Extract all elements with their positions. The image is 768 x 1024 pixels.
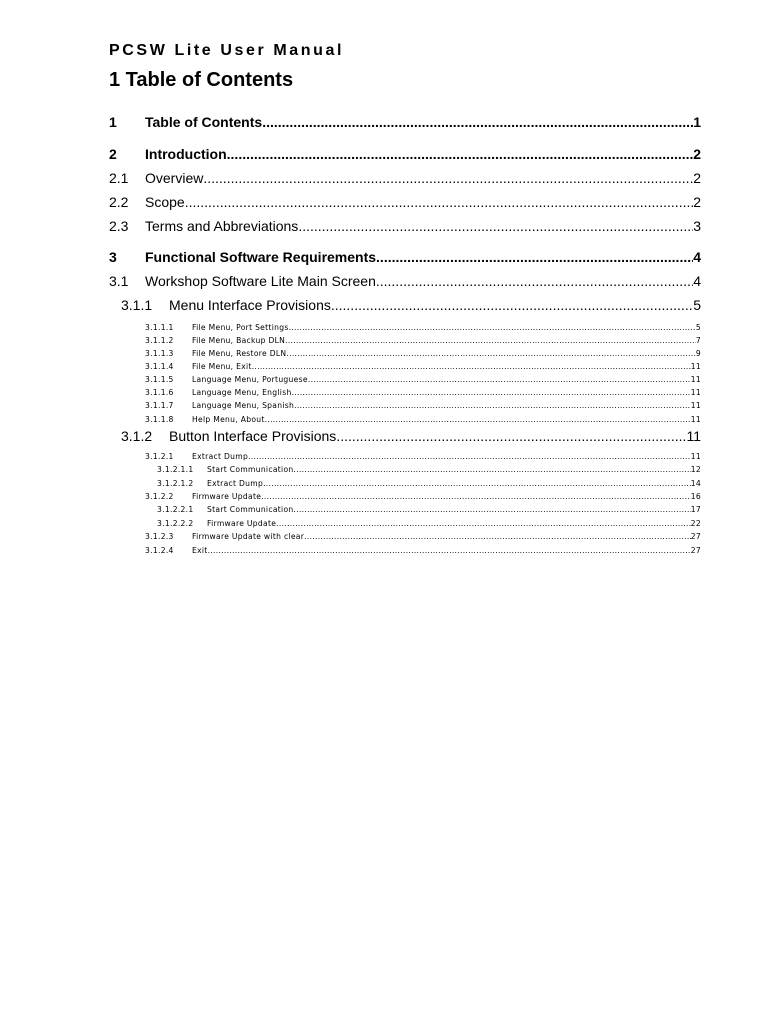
- toc-title: Extract Dump: [207, 479, 264, 488]
- toc-number: 3.1.1.2: [145, 336, 174, 345]
- toc-number: 3.1.1.6: [145, 388, 174, 397]
- toc-entry[interactable]: [145, 532, 701, 544]
- manual-title: PCSW Lite User Manual: [109, 42, 345, 59]
- toc-number: 2.3: [109, 218, 129, 234]
- page-title: 1 Table of Contents: [109, 69, 294, 91]
- toc-number: 3.1: [109, 273, 129, 289]
- toc-leader: [292, 388, 691, 397]
- toc-number: 3: [109, 249, 117, 265]
- toc-title: Language Menu, Spanish: [192, 401, 295, 410]
- toc-entry[interactable]: [157, 505, 701, 517]
- toc-entry[interactable]: [109, 170, 701, 190]
- toc-number: 3.1.2.2.1: [157, 505, 194, 514]
- toc-page: 5: [695, 323, 701, 332]
- toc-number: 3.1.2.4: [145, 546, 174, 555]
- toc-leader: [376, 249, 693, 265]
- toc-entry[interactable]: [109, 273, 701, 293]
- toc-title: File Menu, Restore DLN: [192, 349, 287, 358]
- toc-title: Firmware Update: [192, 492, 262, 501]
- toc-entry[interactable]: [145, 323, 701, 335]
- toc-leader: [285, 336, 696, 345]
- toc-leader: [227, 146, 694, 162]
- toc-leader: [276, 519, 691, 528]
- toc-page: 2: [693, 194, 701, 210]
- toc-title: Help Menu, About: [192, 415, 265, 424]
- toc-title: File Menu, Port Settings: [192, 323, 289, 332]
- toc-number: 2.1: [109, 170, 129, 186]
- toc-leader: [252, 362, 691, 371]
- toc-leader: [304, 532, 691, 541]
- toc-title: File Menu, Backup DLN: [192, 336, 286, 345]
- toc-number: 3.1.1.5: [145, 375, 174, 384]
- toc-page: 11: [686, 428, 701, 444]
- toc-page: 11: [690, 388, 701, 397]
- toc-title: Firmware Update: [207, 519, 277, 528]
- toc-title: Exit: [192, 546, 208, 555]
- toc-number: 3.1.2.1.2: [157, 479, 194, 488]
- toc-page: 16: [690, 492, 701, 501]
- toc-entry[interactable]: [145, 336, 701, 348]
- toc-title: Scope: [145, 194, 185, 210]
- toc-leader: [294, 401, 691, 410]
- toc-title: Language Menu, English: [192, 388, 292, 397]
- toc-leader: [208, 546, 691, 555]
- toc-entry[interactable]: [145, 362, 701, 374]
- toc-entry[interactable]: [157, 479, 701, 491]
- toc-number: 3.1.1.4: [145, 362, 174, 371]
- toc-entry[interactable]: [145, 415, 701, 427]
- toc-page: 11: [690, 362, 701, 371]
- toc-title: Terms and Abbreviations: [145, 218, 299, 234]
- toc-entry[interactable]: [109, 249, 701, 269]
- toc-page: 4: [693, 249, 701, 265]
- toc-title: Extract Dump: [192, 452, 249, 461]
- toc-page: 9: [695, 349, 701, 358]
- toc-page: 12: [690, 465, 701, 474]
- toc-leader: [263, 479, 691, 488]
- toc-leader: [336, 428, 686, 444]
- toc-number: 2: [109, 146, 117, 162]
- toc-entry[interactable]: [109, 194, 701, 214]
- toc-leader: [308, 375, 691, 384]
- toc-number: 3.1.1.8: [145, 415, 174, 424]
- toc-number: 3.1.1.7: [145, 401, 174, 410]
- toc-entry[interactable]: [145, 492, 701, 504]
- toc-entry[interactable]: [157, 519, 701, 531]
- toc-number: 3.1.2.2.2: [157, 519, 194, 528]
- toc-leader: [261, 492, 691, 501]
- toc-entry[interactable]: [121, 297, 701, 317]
- toc-title: Menu Interface Provisions: [169, 297, 331, 313]
- toc-leader: [262, 114, 693, 130]
- toc-entry[interactable]: [157, 465, 701, 477]
- toc-leader: [265, 415, 691, 424]
- toc-leader: [294, 465, 691, 474]
- toc-page: 7: [695, 336, 701, 345]
- toc-page: 22: [690, 519, 701, 528]
- toc-page: 5: [693, 297, 701, 313]
- toc-page: 11: [690, 401, 701, 410]
- toc-number: 1: [109, 114, 117, 130]
- toc-title: Button Interface Provisions: [169, 428, 337, 444]
- toc-page: 27: [690, 532, 701, 541]
- toc-entry[interactable]: [109, 218, 701, 238]
- toc-title: Overview: [145, 170, 204, 186]
- toc-entry[interactable]: [145, 375, 701, 387]
- toc-leader: [294, 505, 691, 514]
- toc-page: 17: [690, 505, 701, 514]
- toc-leader: [331, 297, 693, 313]
- toc-page: 1: [693, 114, 701, 130]
- toc-page: 4: [693, 273, 701, 289]
- toc-number: 3.1.1.1: [145, 323, 174, 332]
- toc-number: 3.1.2.2: [145, 492, 174, 501]
- toc-leader: [376, 273, 693, 289]
- toc-page: 2: [693, 170, 701, 186]
- toc-page: 3: [693, 218, 701, 234]
- toc-page: 2: [693, 146, 701, 162]
- toc-entry[interactable]: [109, 146, 701, 166]
- toc-page: 11: [690, 452, 701, 461]
- toc-entry[interactable]: [109, 114, 701, 134]
- toc-leader: [203, 170, 693, 186]
- toc-number: 3.1.1.3: [145, 349, 174, 358]
- toc-title: Table of Contents: [145, 114, 263, 130]
- toc-leader: [185, 194, 694, 210]
- toc-title: File Menu, Exit: [192, 362, 252, 371]
- toc-title: Firmware Update with clear: [192, 532, 305, 541]
- toc-number: 3.1.2.1: [145, 452, 174, 461]
- toc-page: 14: [690, 479, 701, 488]
- toc-number: 3.1.2: [121, 428, 153, 444]
- toc-page: 11: [690, 415, 701, 424]
- toc-number: 2.2: [109, 194, 129, 210]
- toc-page: 27: [690, 546, 701, 555]
- toc-page: 11: [690, 375, 701, 384]
- toc-title: Start Communication: [207, 505, 294, 514]
- toc-title: Start Communication: [207, 465, 294, 474]
- toc-leader: [298, 218, 693, 234]
- toc-title: Language Menu, Portuguese: [192, 375, 308, 384]
- toc-entry[interactable]: [145, 401, 701, 413]
- toc-title: Functional Software Requirements: [145, 249, 377, 265]
- toc-number: 3.1.2.3: [145, 532, 174, 541]
- toc-entry[interactable]: [145, 388, 701, 400]
- toc-entry[interactable]: [145, 546, 701, 558]
- toc-title: Introduction: [145, 146, 227, 162]
- toc-number: 3.1.1: [121, 297, 153, 313]
- toc-title: Workshop Software Lite Main Screen: [145, 273, 376, 289]
- toc-entry[interactable]: [121, 428, 701, 448]
- toc-entry[interactable]: [145, 452, 701, 464]
- toc-leader: [289, 323, 696, 332]
- toc-leader: [248, 452, 691, 461]
- toc-entry[interactable]: [145, 349, 701, 361]
- toc-number: 3.1.2.1.1: [157, 465, 194, 474]
- toc-leader: [286, 349, 695, 358]
